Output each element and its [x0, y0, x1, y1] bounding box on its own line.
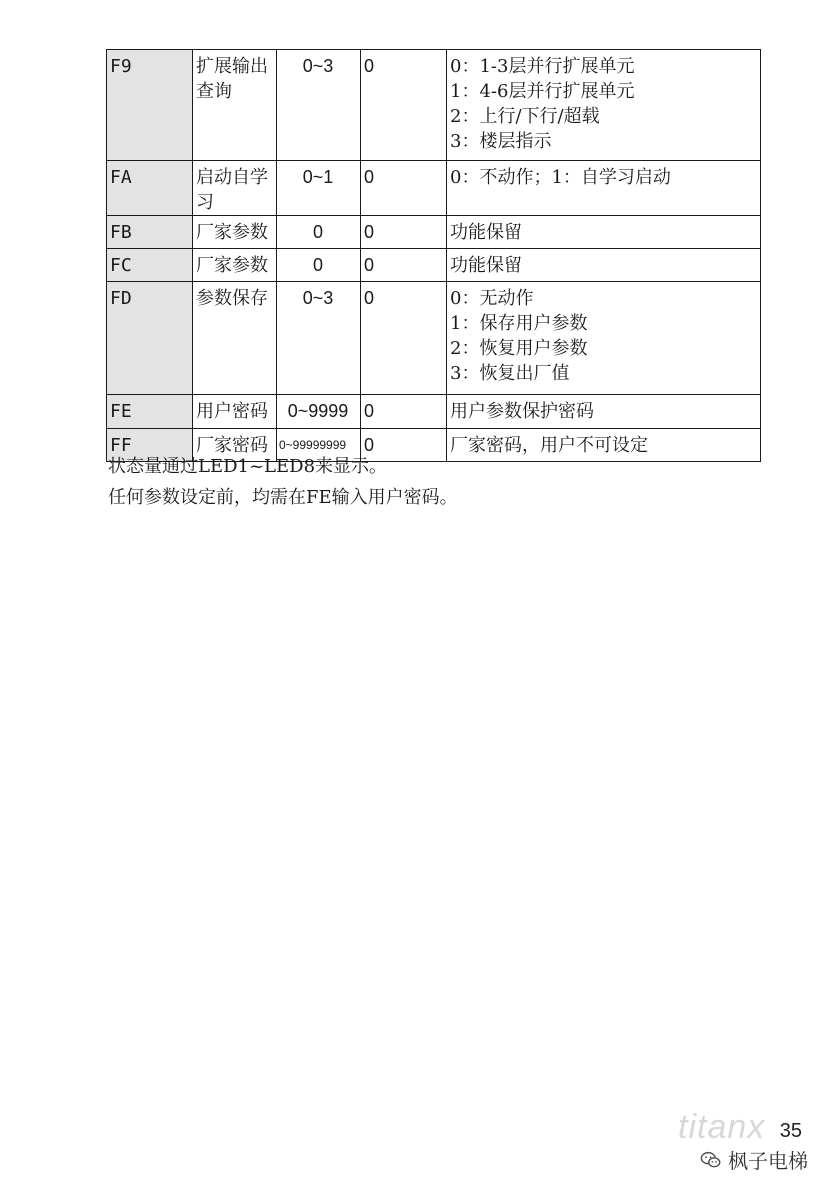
- desc-line: 3：恢复出厂值: [450, 363, 570, 384]
- param-code: FD: [107, 282, 193, 395]
- param-code: FF: [107, 429, 193, 462]
- table-row: [107, 282, 761, 395]
- param-default: 0: [361, 161, 447, 216]
- param-range: 0~3: [277, 282, 361, 395]
- param-description: [447, 161, 761, 216]
- desc-line: 功能保留: [450, 222, 522, 243]
- param-default: 0: [361, 249, 447, 282]
- param-name: 参数保存: [193, 282, 277, 395]
- param-code: FB: [107, 216, 193, 249]
- password-note: 任何参数设定前，均需在FE输入用户密码。: [108, 487, 458, 508]
- param-description: [447, 395, 761, 429]
- desc-line: 厂家密码，用户不可设定: [450, 435, 648, 456]
- watermark-logo: titanx: [678, 1108, 766, 1146]
- desc-line: 0：1-3层并行扩展单元: [450, 56, 635, 77]
- desc-line: 2：恢复用户参数: [450, 338, 588, 359]
- param-range: 0~3: [277, 50, 361, 161]
- param-name: 厂家参数: [193, 249, 277, 282]
- param-name: 启动自学习: [193, 161, 277, 216]
- param-range: 0: [277, 249, 361, 282]
- param-default: 0: [361, 429, 447, 462]
- param-name: 厂家参数: [193, 216, 277, 249]
- table-row: [107, 216, 761, 249]
- param-description: [447, 282, 761, 395]
- desc-line: 1：保存用户参数: [450, 313, 588, 334]
- parameter-table: [106, 49, 761, 462]
- desc-line: 功能保留: [450, 255, 522, 276]
- wechat-icon: [700, 1149, 722, 1171]
- desc-line: 2：上行/下行/超载: [450, 106, 600, 127]
- param-description: [447, 429, 761, 462]
- table-row: [107, 50, 761, 161]
- param-range: 0~1: [277, 161, 361, 216]
- table-row: [107, 249, 761, 282]
- desc-line: 3：楼层指示: [450, 131, 552, 152]
- param-default: 0: [361, 282, 447, 395]
- page-number: 35: [779, 1120, 802, 1142]
- table-row: [107, 161, 761, 216]
- param-code: FC: [107, 249, 193, 282]
- param-code: FA: [107, 161, 193, 216]
- param-default: 0: [361, 50, 447, 161]
- param-description: [447, 216, 761, 249]
- status-note: 状态量通过LED1~LED8来显示。: [108, 456, 388, 477]
- param-name: 扩展输出查询: [193, 50, 277, 161]
- param-name: 用户密码: [193, 395, 277, 429]
- param-range: 0~9999: [277, 395, 361, 429]
- param-code: FE: [107, 395, 193, 429]
- desc-line: 用户参数保护密码: [450, 401, 594, 422]
- param-name: 厂家密码: [193, 429, 277, 462]
- param-description: [447, 249, 761, 282]
- param-description: [447, 50, 761, 161]
- desc-line: 0：不动作；1：自学习启动: [450, 167, 671, 188]
- param-range: 0: [277, 216, 361, 249]
- desc-line: 1：4-6层并行扩展单元: [450, 81, 635, 102]
- param-default: 0: [361, 395, 447, 429]
- param-range: 0~99999999: [277, 429, 361, 462]
- table-row: [107, 395, 761, 429]
- account-tag: [700, 1145, 808, 1174]
- desc-line: 0：无动作: [450, 288, 534, 309]
- param-code: F9: [107, 50, 193, 161]
- account-name: 枫子电梯: [728, 1149, 808, 1173]
- param-default: 0: [361, 216, 447, 249]
